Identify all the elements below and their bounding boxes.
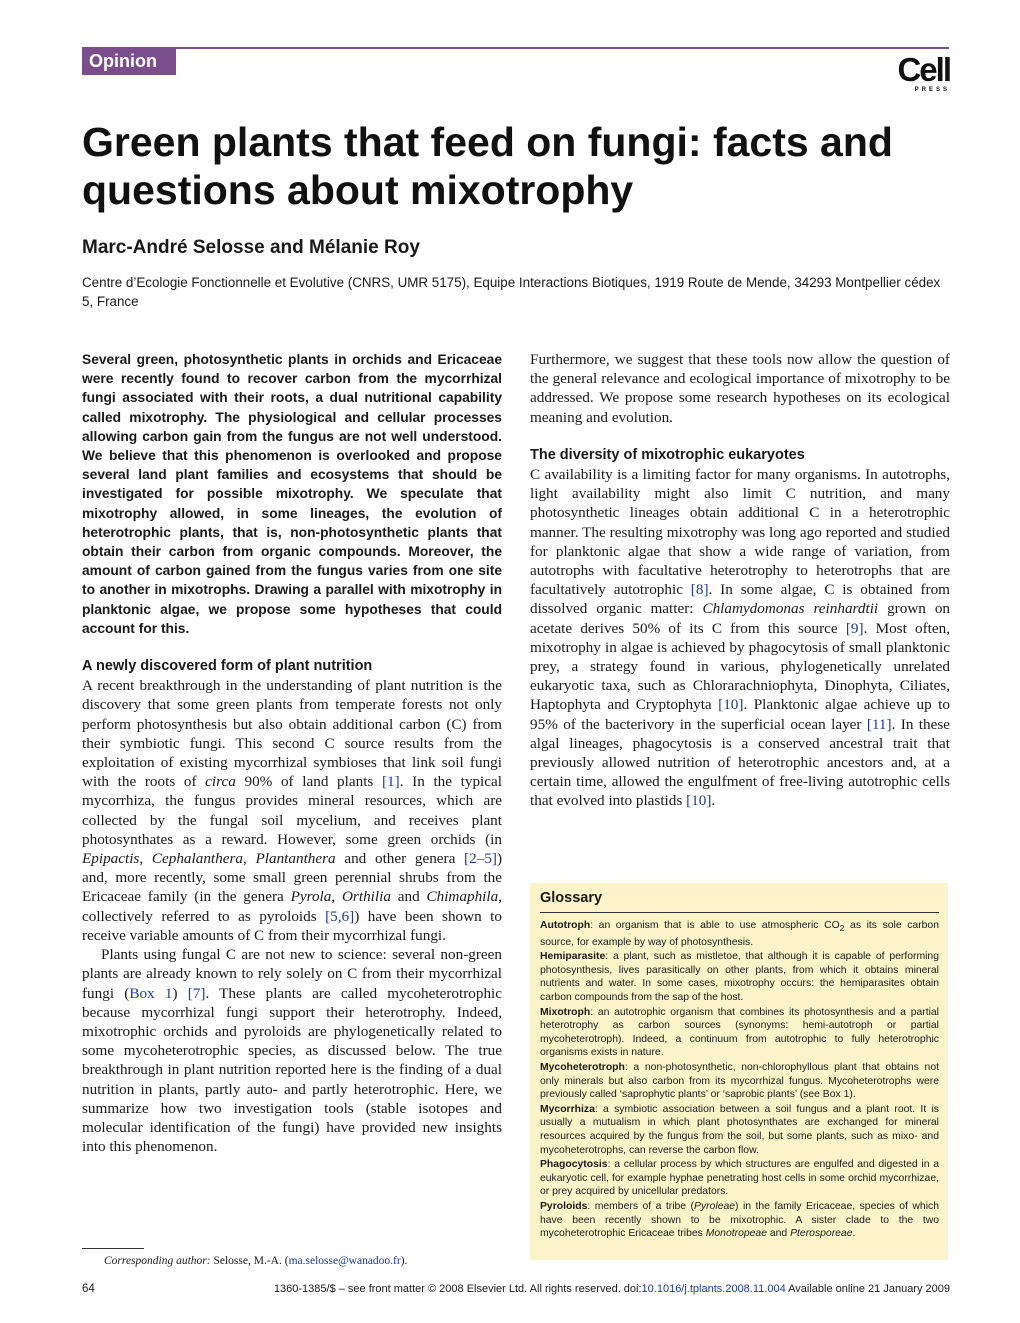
citation-link[interactable]: [10] bbox=[718, 696, 744, 714]
header-rule bbox=[82, 47, 949, 49]
glossary-title: Glossary bbox=[540, 889, 939, 913]
glossary-box bbox=[530, 883, 948, 1260]
cell-press-logo bbox=[890, 51, 950, 94]
citation-link[interactable]: [8] bbox=[690, 581, 709, 599]
citation-link[interactable]: [10] bbox=[686, 792, 712, 810]
footnote-rule bbox=[82, 1248, 144, 1249]
paragraph-continued: Furthermore, we suggest that these tools now allow the question of the general relevance and ecological importance of mixotrophy to be addressed. We propose some research hypotheses on its ecological meaning and evolution. bbox=[530, 351, 950, 426]
right-column bbox=[530, 350, 950, 811]
citation-link[interactable]: [1] bbox=[381, 773, 400, 791]
glossary-entry-mixotroph: Mixotroph: an autotrophic organism that combines its photosynthesis and a partial heterotrophy as carbon sources (synonyms: hemi-autotroph or partial mycoheterotroph). Indeed, a continuum from autotrophic to fully heterotrophic organisms exists in nature. bbox=[540, 1006, 939, 1059]
box-link[interactable]: Box 1 bbox=[129, 984, 173, 1002]
section-label: Opinion bbox=[82, 48, 176, 75]
author-affiliation: Centre d’Ecologie Fonctionnelle et Evolutive (CNRS, UMR 5175), Equipe Interactions Biotiques, 1919 Route de Mende, 34293 Montpellier cédex 5, France bbox=[82, 275, 941, 309]
citation-link[interactable]: [7] bbox=[187, 984, 206, 1002]
citation-link[interactable]: [2–5] bbox=[464, 850, 497, 868]
paragraph-diversity: C availability is a limiting factor for many organisms. In autotrophs, light availability might also limit C nutrition, and many photosynthetic lineages obtain additional C in a heterotrophic manner. The resulting mixotrophy was long ago reported and studied for planktonic algae that show a wide range of variation, from autotrophs with facultative heterotrophy to heterotrophs that are facultatively autotrophic [8]. In some algae, C is obtained from dissolved organic matter: Chlamydomonas reinhardtii grown on acetate derives 50% of its C from this source [9]. Most often, mixotrophy in algae is achieved by phagocytosis of small planktonic prey, a strategy found in various, phylogenetically unrelated eukaryotic taxa, such as Chlorarachniophyta, Dinophyta, Ciliates, Haptophyta and Cryptophyta [10]. Planktonic algae achieve up to 95% of the bacterivory in the superficial ocean layer [11]. In these algal lineages, phagocytosis is a conserved ancestral trait that previously allowed nutrition of heterotrophic ancestors and, at a certain time, allowed the engulfment of free-living autotrophic cells that evolved into plastids [10]. bbox=[530, 466, 951, 810]
left-column bbox=[82, 350, 502, 1156]
citation-link[interactable]: [11] bbox=[866, 715, 892, 733]
glossary-entry-mycoheterotroph: Mycoheterotroph: a non-photosynthetic, non-chlorophyllous plant that obtains not only minerals but also carbon from its mycorrhizal fungus. Mycoheterotrophs were previously called ‘saprophytic plants’ or ‘saprobic plants’ (see Box 1). bbox=[540, 1062, 939, 1101]
glossary-list bbox=[540, 919, 939, 1241]
article-authors: Marc-André Selosse and Mélanie Roy bbox=[82, 237, 420, 258]
glossary-entry-pyroloids: Pyroloids: members of a tribe (Pyroleae) in the family Ericaceae, species of which have been recently shown to be mixotrophic. A sister clade to the two mycoheterotrophic Ericaceae tribes Monotropeae and Pterosporeae. bbox=[540, 1200, 939, 1240]
page-number: 64 bbox=[82, 1283, 95, 1295]
section-heading-diversity: The diversity of mixotrophic eukaryotes bbox=[530, 446, 805, 463]
glossary-entry-mycorrhiza: Mycorrhiza: a symbiotic association between a soil fungus and a plant root. It is usually a mutualism in which plant photosynthates are exchanged for mineral resources acquired by the fungus from the soil, but some plants, such as mixo- and mycoheterotrophs, can reverse the carbon flow. bbox=[540, 1103, 939, 1156]
glossary-entry-autotroph: Autotroph: an organism that is able to use atmospheric $CO_2$ as its sole carbon source, for example by way of photosynthesis. bbox=[540, 920, 939, 948]
section-heading-nutrition: A newly discovered form of plant nutrition bbox=[82, 658, 373, 675]
glossary-entry-phagocytosis: Phagocytosis: a cellular process by which structures are engulfed and digested in a eukaryotic cell, for example hyphae penetrating host cells in some orchid mycorrhizae, or prey acquired by unicellular predators. bbox=[540, 1159, 939, 1198]
citation-link[interactable]: [9] bbox=[845, 619, 864, 637]
citation-link[interactable]: [5,6] bbox=[325, 907, 355, 925]
footer-info: 1360-1385/$ – see front matter © 2008 Elsevier Ltd. All rights reserved. doi:10.1016/j.tplants.2008.11.004 Available online 21 January 2009 bbox=[273, 1283, 950, 1295]
paragraph-2: Plants using fungal C are not new to science: several non-green plants are already known to rely solely on C from their mycorrhizal fungi (Box 1) [7]. These plants are called mycoheterotrophic because mycorrhizal fungi support their heterotrophy. Indeed, mixotrophic orchids and pyroloids are phylogenetically related to some mycoheterotrophic species, as discussed below. The true breakthrough in plant nutrition reported here is the finding of a dual nutrition in plants, partly auto- and partly heterotrophic. Here, we summarize how two investigation tools (stable isotopes and molecular identification of the fungi) have provided new insights into this phenomenon. bbox=[82, 946, 502, 1156]
abstract: Several green, photosynthetic plants in orchids and Ericaceae were recently found to recover carbon from the mycorrhizal fungi associated with their roots, a dual nutritional capability called mixotrophy. The physiological and cellular processes allowing carbon gain from the fungus are not well understood. We believe that this phenomenon is overlooked and propose several land plant families and ecosystems that should be investigated for possible mixotrophy. We speculate that mixotrophy allowed, in some lineages, the evolution of heterotrophic plants, that is, non-photosynthetic plants that obtain their carbon from organic compounds. Moreover, the amount of carbon gained from the fungus varies from one site to another in mixotrophs. Drawing a parallel with mixotrophy in planktonic algae, we propose some hypotheses that could account for this. bbox=[82, 352, 502, 636]
glossary-entry-hemiparasite: Hemiparasite: a plant, such as mistletoe, that although it is capable of performing photosynthesis, lives parasitically on other plants, from which it obtains mineral nutrients and water. In some cases, mixotrophy occurs: the hemiparasites obtain carbon compounds from the sap of the host. bbox=[540, 951, 939, 1004]
corresponding-author-footnote: Corresponding author: Selosse, M.-A. (ma.selosse@wanadoo.fr). bbox=[104, 1255, 408, 1267]
article-title: Green plants that feed on fungi: facts and questions about mixotrophy bbox=[82, 119, 893, 213]
doi-link[interactable]: 10.1016/j.tplants.2008.11.004 bbox=[641, 1283, 786, 1295]
paragraph-1: A recent breakthrough in the understanding of plant nutrition is the discovery that some green plants from temperate forests not only perform photosynthesis but also obtain additional carbon (C) from their symbiotic fungi. This second C source results from the exploitation of existing mycorrhizal symbioses that link soil fungi with the roots of circa 90% of land plants [1]. In the typical mycorrhiza, the fungus provides mineral resources, which are collected by the fungal soil mycelium, and receives plant photosynthates as a reward. However, some green orchids (in Epipactis, Cephalanthera, Plantanthera and other genera [2–5]) and, more recently, some small green perennial shrubs from the Ericaceae family (in the genera Pyrola, Orthilia and Chimaphila, collectively referred to as pyroloids [5,6]) have been shown to receive variable amounts of C from their mycorrhizal fungi. bbox=[82, 677, 503, 944]
email-link[interactable]: ma.selosse@wanadoo.fr bbox=[288, 1255, 401, 1267]
logo-wordmark: Cell bbox=[897, 51, 950, 88]
logo-subtext: PRESS bbox=[914, 87, 950, 93]
